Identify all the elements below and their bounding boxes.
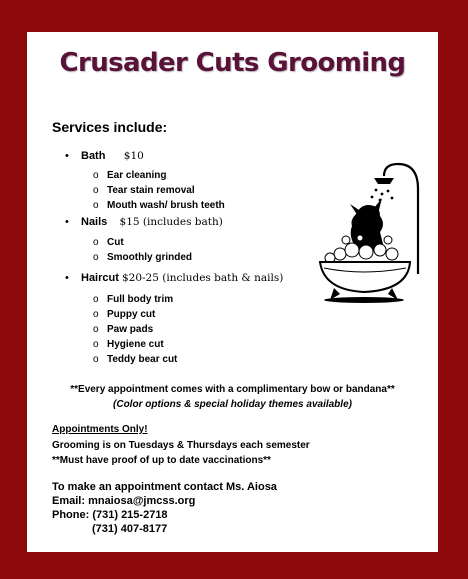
vaccination-text: **Must have proof of up to date vaccinations** bbox=[52, 455, 271, 466]
list-item: o Teddy bear cut bbox=[93, 354, 178, 365]
list-item: o Hygiene cut bbox=[93, 339, 164, 350]
service-price: $15 (includes bath) bbox=[119, 216, 223, 228]
list-item: o Ear cleaning bbox=[93, 170, 167, 181]
services-heading: Services include: bbox=[52, 119, 168, 135]
list-item: o Smoothly grinded bbox=[93, 252, 192, 263]
color-options-note: (Color options & special holiday themes available) bbox=[113, 399, 352, 410]
contact-email: Email: mnaiosa@jmcss.org bbox=[52, 495, 196, 507]
list-item: o Puppy cut bbox=[93, 309, 156, 320]
list-item: o Paw pads bbox=[93, 324, 154, 335]
contact-phone: Phone: (731) 215-2718 bbox=[52, 509, 168, 521]
service-haircut bbox=[65, 272, 283, 284]
flyer bbox=[27, 32, 438, 552]
service-bath bbox=[65, 150, 144, 162]
bullet: • bbox=[65, 216, 69, 228]
bullet: • bbox=[65, 272, 69, 284]
bow-notice: **Every appointment comes with a complimentary bow or bandana** bbox=[70, 384, 395, 395]
service-nails bbox=[65, 216, 223, 228]
contact-phone-alt: (731) 407-8177 bbox=[92, 523, 168, 535]
service-price: $20-25 (includes bath & nails) bbox=[121, 272, 284, 284]
list-item: o Cut bbox=[93, 237, 124, 248]
bullet: • bbox=[65, 150, 69, 162]
dog-in-bathtub-icon bbox=[300, 144, 425, 304]
appointments-heading: Appointments Only! bbox=[52, 424, 148, 435]
page-title: Crusader Cuts Grooming bbox=[59, 48, 406, 78]
list-item: o Mouth wash/ brush teeth bbox=[93, 200, 225, 211]
service-price: $10 bbox=[123, 150, 144, 162]
service-name: Nails bbox=[81, 216, 108, 228]
schedule-text: Grooming is on Tuesdays & Thursdays each semester bbox=[52, 440, 310, 451]
list-item: o Full body trim bbox=[93, 294, 174, 305]
service-name: Haircut bbox=[81, 272, 119, 284]
list-item: o Tear stain removal bbox=[93, 185, 195, 196]
service-name: Bath bbox=[81, 150, 106, 162]
contact-intro: To make an appointment contact Ms. Aiosa bbox=[52, 481, 277, 493]
